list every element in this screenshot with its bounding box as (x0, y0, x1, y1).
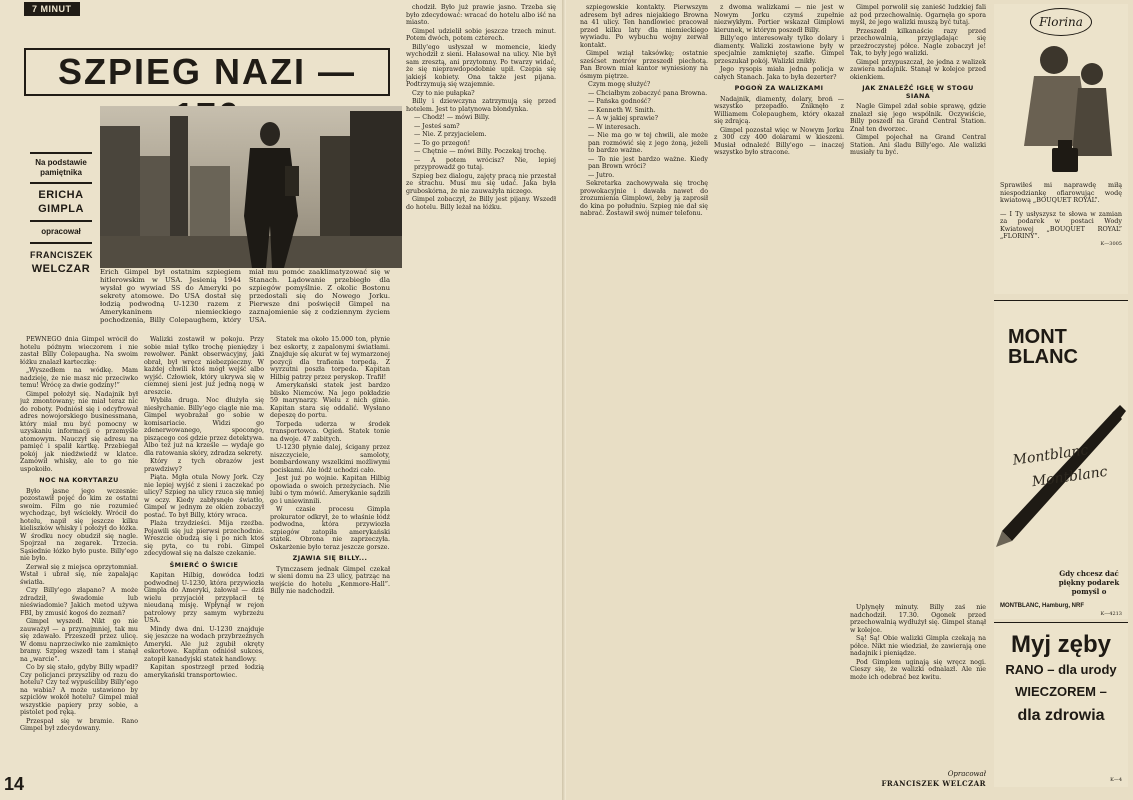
montblanc-code: K—4213 (1100, 611, 1122, 617)
paragraph: chodził. Było już prawie jasno. Trzeba się było zdecydować: wracać do hotelu albo iść na miasto. (406, 4, 556, 26)
credit-basis: Na podstawie pamiętnika (35, 158, 87, 177)
article-lead: Erich Gimpel był ostatnim szpiegiem hitlerowskim w USA. Jesienią 1944 wysłał go wywiad SS do Ameryki po sekrety atomowe. Do USA dostał się łodzią podwodną U-1230 razem z Amerykaninem niemieckiego pochodzenia, Billy Colepaughem, który miał mu pomóc zaaklimatyzować się w Stanach. Lądowanie przebiegło dla szpiegów pomyślnie. Z okolic Bostonu przedostali się do Nowego Jorku. Pierwsze dni poświęcił Gimpel na zaznajomienie się z codziennym życiem USA. (100, 268, 390, 324)
toothpaste-slogan (994, 631, 1128, 729)
footer-label: Opracował (947, 770, 986, 778)
paragraph: Plaża trzydzieści. Mija rzeźba. Pojawili się już pierwsi przechodnie. Wreszcie obudzą się i po nich ktoś się pyta, co tu robi. Gimpel zdecydował się na dalsze czekanie. (144, 520, 264, 557)
paragraph: Jego rysopis miała jedna policja w całych Stanach. Jaka to była dezerter? (714, 66, 844, 81)
paragraph: PEWNEGO dnia Gimpel wrócił do hotelu późnym wieczorem i nie zastał Billy Colepaugha. Na swoim łóżku znalazł karteczkę: (20, 336, 138, 366)
montblanc-script-2: Montblanc (1030, 463, 1109, 491)
florina-illustration (994, 36, 1128, 176)
florina-text: Sprawiłeś mi naprawdę miłą niespodziankę ofiarowując wodę kwiatową „BOUQUET ROYAL”. (1000, 181, 1122, 204)
paragraph: Gimpel porwolił się zanieść ludzkiej fali aż pod przechowalnię. Ogarnęła go spora myśl, że jego walizki muszą być tutaj. (850, 4, 986, 26)
paragraph: Tymczasem jednak Gimpel czekał w sieni domu na 23 ulicy, patrząc na wejście do hotelu „Kenmore-Hall”. Billy nie nadchodził. (270, 565, 390, 595)
paragraph: Gimpel udzielił sobie jeszcze trzech minut. Potem dwóch, potem czterech. (406, 27, 556, 42)
column-right-1 (580, 4, 708, 788)
paragraph: Kapitan spostrzegł przed łodzią amerykański transportowiec. (144, 664, 264, 679)
dialog-line: — Chciałbym zobaczyć pana Browna. (588, 89, 708, 97)
paragraph: Walizki zostawił w pokoju. Przy sobie miał tylko trochę pieniędzy i rewolwer. Pankt obserwacyjny, jaki obrał, był wręcz niebezpieczny. W każdej chwili ktoś mógł wejść albo wyjść. Człowiek, który ukrywa się w ciemnej sieni jest już jedną nogą w areszcie. (144, 336, 264, 396)
subhead: POGOŃ ZA WALIZKAMI (734, 84, 824, 92)
author-credit (30, 152, 92, 276)
paragraph: Statek ma około 15.000 ton, płynie bez eskorty, z zapalonymi światłami. Znajduje się akurat w tej wymarzonej pozycji dla trafienia torpedą. Z wyrzutni poszła torpeda. Kapitan Hilbig patrzy przez peryskop. Trafił! (270, 336, 390, 381)
montblanc-ad (994, 300, 1128, 619)
toothpaste-ad (994, 622, 1128, 787)
paragraph: Amerykański statek jest bardzo blisko Niemców. Na jego pokładzie 59 marynarzy. Wielu z nich ginie. Kapitan stara się oddalić. Wysłano depeszę do portu. (270, 382, 390, 419)
paragraph: Co by się stało, gdyby Billy wpadł? Czy policjanci przyszliby od razu do hotelu? Czy też wypuściliby Billy'ego na wabia? A może ustawiono by szpiclów wokół hotelu? Gimpel miał wszystkie papiery przy sobie, a pistolet pod ręką. (20, 664, 138, 716)
toothpaste-line1: Myj zęby (1010, 631, 1112, 658)
credit-author-last: GIMPLA (38, 203, 84, 215)
subhead: NOC NA KORYTARZU (39, 476, 119, 484)
toothpaste-line2: RANO – dla urody (1005, 662, 1117, 677)
paragraph: Torpeda uderza w środek transportowca. Ogień. Statek tonie na dwoje. 47 zabitych. (270, 420, 390, 443)
dialog-line: Czym mogę służyć? (588, 81, 651, 88)
dialog-line: — Pańska godność? (588, 98, 651, 105)
montblanc-slogan-1: Gdy chcesz dać (1059, 569, 1119, 578)
subhead: ŚMIERĆ O ŚWICIE (169, 560, 239, 569)
paragraph: Gimpel pozostał więc w Nowym Jorku z 300 czy 400 dolarami w kieszeni. Musiał odnaleźć Billy'ego — inaczej wszystko było stracone. (714, 126, 844, 156)
column-left-2 (144, 336, 264, 786)
paragraph: U-1230 płynie dalej, ścigany przez niszczyciele, samoloty, bombardowany wszelkimi możliwymi pociskami. Ale łódź uchodzi cało. (270, 444, 390, 474)
florina-text2: — I Ty usłyszysz te słowa w zamian za podarek w postaci Wody Kwiatowej „BOUQUET ROYAL” „FLORINY”. (1000, 209, 1122, 240)
paragraph: Gimpel położył się. Nadajnik był już zmontowany; nie miał teraz nic do roboty. Podniósł się i odcyfrował adres nowojorskiego businessmana, który miał mu być pomocny w uzyskaniu informacji o przemyśle atomowym. Nauczył się adresu na pamięć i spalił kartkę. Przebiegał pokój jak niedźwiedź w klatce. Zamówił whisky, ale to go nie uspokoiło. (20, 390, 138, 473)
toothpaste-code: K—4 (1110, 777, 1122, 783)
florina-brand: Florina (1039, 15, 1083, 29)
paragraph: Szpieg bez dialogu, zajęty pracą nie przestał ze strachu. Musi mu się udać. Jaka była gruboskórna, że nie zauważyła niczego. (406, 172, 556, 195)
paragraph: Billy i dziewczyna zatrzymują się przed hotelem. Jest to platynowa blondynka. (406, 98, 556, 113)
paragraph: Mindy dwa dni. U-1230 znajduje się jeszcze na wodach przybrzeżnych Ameryki. Ale już zgubił okręty eskortowe. Kapitan odniósł sukces, zatopił kanadyjski statek handlowy. (144, 625, 264, 663)
article-photo (100, 106, 402, 268)
montblanc-footer: MONTBLANC, Hamburg, NRF (1000, 603, 1084, 609)
montblanc-brand (1008, 327, 1078, 367)
dialog-line: — Kenneth W. Smith. (588, 106, 656, 114)
dialog-line: — Chętnie — mówi Billy. Poczekaj trochę. (414, 148, 547, 155)
paragraph: z dwoma walizkami — nie jest w Nowym Jorku czymś zupełnie niezwykłym. Portier wskazał Gimplowi kierunek, w którym poszedł Billy. (714, 4, 844, 34)
montblanc-slogan (1054, 569, 1124, 596)
paragraph: Pod Gimplem uginają się wręcz nogi. Cieszy się, że walizki odnalazł. Ale nie może ich odebrać bez kwitu. (850, 658, 986, 681)
dialog-line: — Jesteś sam? (414, 122, 460, 130)
credit-author-first: ERICHA (38, 189, 84, 201)
paragraph: Są! Są! Obie walizki Gimpla czekają na półce. Nikt nie wiedział, że zawierają one nadajnik i pieniądze. (850, 635, 986, 657)
paragraph: Czy to nie pułapka? (412, 89, 475, 97)
toothpaste-line3: WIECZOREM – (1015, 684, 1107, 699)
paragraph: Wybiła druga. Noc dłużyła się niesłychanie. Billy'ego ciągle nie ma. Gimpel wyobrażał go sobie w komisariacie. Widzi go zdenerwowanego, spocongo, piszącego coś gdzie przez detektywa. Albo też już na krześle — wydaje go dla ratowania skóry, zdradza sekrety. (144, 397, 264, 457)
toothpaste-line4: dla zdrowia (1017, 707, 1105, 724)
section-tag: 7 MINUT (24, 2, 80, 16)
florina-ad (994, 4, 1128, 294)
dialog-line: — To go przegoń! (414, 139, 471, 147)
paragraph: Zerwał się z miejsca oprzytomniał. Wstał i ubrał się, nie zapalając światła. (20, 563, 138, 586)
florina-logo (1030, 8, 1092, 36)
paragraph: W czasie procesu Gimpla prokurator odkrył, że to właśnie łódź podwodna, która przywiozła szpiegów zatopiła amerykański statek. Obrona nie zaprzeczyła. Oskarżenie było teraz jeszcze gorsze. (270, 506, 390, 551)
credit-editor-first: FRANCISZEK (30, 250, 93, 260)
article-title: SZPIEG NAZI — (24, 48, 390, 96)
paragraph: Billy'ego interesowały tylko dolary i diamenty. Walizki zostawione były w specjalnie zamkniętej szafie. Gimpel przeszukał pokój. Walizki znikły. (714, 35, 844, 65)
paragraph: Sekretarka zachowywała się trochę prowokacyjnie i dawała nawet do zrozumienia Gimplowi, żeby ją zaprosił do kina po południu. Szpieg nie dał się nabrać. Zostawił swój numer telefonu. (580, 180, 708, 217)
dialog-line: — Nie ma go w tej chwili, ale może pan rozmówić się z jego żoną, jeżeli to bardzo ważne. (588, 132, 708, 154)
paragraph: Przeszedł kilkanaście razy przed przechowalnią, przyglądając się przeźroczystej półce. Nagle zobaczył je! Tak, to były jego walizki. (850, 27, 986, 57)
paragraph: Było jasne jego wczesnie: pozostawił pojęć do kim ze ostatni swoim. Film go nie rozumieć wychodząc, był wściekły. Wrócił do hotelu, napił się jeszcze kilku kieliszków whisky i położył do łóżka. W środku nocy obudził się nagle. Spojrzał na zegarek. Trzecia. Sąsiednie łóżko było puste. Billy'ego nie było. (20, 487, 138, 562)
column-left-1 (20, 336, 138, 776)
montblanc-slogan-3: pomyśl o (1071, 587, 1107, 596)
paragraph: Jest już po wojnie. Kapitan Hilbig opowiada o swoich przeżyciach. Nie lubi o tym mówić. Amerykanie sądzili go i uniewinnili. (270, 475, 390, 505)
montblanc-slogan-2: piękny podarek (1058, 578, 1120, 587)
paragraph: Który z tych obrazów jest prawdziwy? (144, 458, 264, 473)
paragraph: Nagle Gimpel zdał sobie sprawę, gdzie znalazł się jego wspólnik. Oczywiście, Billy poszedł na Grand Central Station. Znał ten dworzec. (850, 103, 986, 133)
dialog-line: — Chodź! — mówi Billy. (414, 114, 490, 121)
column-right-2 (714, 4, 844, 788)
article-footer (850, 770, 986, 788)
paragraph: Gimpel pojechał na Grand Central Station. Ani śladu Billy'ego. Ale walizki musiały tu być. (850, 134, 986, 156)
column-right-3 (850, 4, 986, 604)
column-left-3 (270, 336, 390, 786)
paragraph: „Wyszedłem na wódkę. Mam nadzieję, że nie masz nic przeciwko temu! Wrócę za dwie godziny!” (20, 367, 138, 389)
subhead: ZJAWIA SIĘ BILLY... (292, 554, 368, 562)
credit-editor-last: WELCZAR (31, 263, 91, 275)
paragraph: Gimpel zobaczył, że Billy jest pijany. Wszedł do hotelu. Billy leżał na łóżku. (406, 196, 556, 211)
paragraph: Gimpel wziął taksówkę; ostatnie sześćset metrów przeszedł piechotą. Pan Brown miał kantor wyniesiony na ósmym piętrze. (580, 50, 708, 80)
paragraph: Piąta. Mgła otula Nowy Jork. Czy nie lepiej wyjść z sieni i zaczekać po ulicy? Szpieg na ulicy rzuca się mniej w oczy. Kiedy zabłysnęło światło, Gimpel w jednym ze okien zobaczył postać. To był Billy, który wraca. (144, 474, 264, 519)
paragraph: Kapitan Hilbig, dowódca łodzi podwodnej U-1230, która przywiozła Gimpla do Ameryki, żałował — dziś wielu przyjaciół przypłacił tę nieudaną misję. Wpłynął w rejon patrolowy przy samym wybrzeżu USA. (144, 572, 264, 624)
subhead: JAK ZNALEŹĆ IGŁĘ W STOGU SIANA (862, 84, 974, 100)
florina-code: K—3005 (1100, 240, 1122, 247)
column-right-4 (850, 604, 986, 784)
dialog-line: — A w jakiej sprawie? (588, 115, 658, 122)
footer-name: FRANCISZEK WELCZAR (881, 779, 986, 788)
dialog-line: — W interesach. (588, 123, 641, 131)
column-left-4 (406, 4, 556, 788)
right-page (566, 0, 1133, 800)
paragraph: szpiegowskie kontakty. Pierwszym adresem był adres niejakiego Browna na 41 ulicy. Ten handlowiec pracował przed kilku laty dla niemieckiego wywiadu. Po wybuchu wojny zerwał kontakt. (580, 4, 708, 49)
page-number: 14 (4, 774, 25, 794)
paragraph: Billy'ego usłyszał w momencie, kiedy wychodził z sieni. Hałasował na ulicy. Nie był sam zresztą, ani przytomny. Po twarzy widać, że się nieprawdopodobnie upił. Czepia się jakiejś kobiety. Ona także jest pijana. Podtrzymują się wzajemnie. (406, 43, 556, 88)
left-page (0, 0, 566, 800)
montblanc-brand-line2: BLANC (1008, 346, 1078, 368)
paragraph: Czy Billy'ego złapano? A może zdradził, śwadomie lub nieświadomie? Jakich metod używa FBI, by zmusić kogoś do zeznań? (20, 587, 138, 617)
paragraph: Przespał się w bramie. Rano Gimpel był zdecydowany. (20, 717, 138, 732)
dialog-line: — Nie. Z przyjacielem. (414, 131, 487, 138)
dialog-line: — A potem wrócisz? Nie, lepiej przyprowadź go tutaj. (414, 156, 556, 171)
paragraph: Gimpel wyszedł. Nikt go nie zauważył — a przynajmniej, tak mu się zdawało. Przeszedł przez ulicę. W domu naprzeciwko nie zamknięto bramy. Szpieg wszedł tam i stanął na „warcie”. (20, 618, 138, 663)
dialog-line: — Jutro. (588, 171, 615, 179)
montblanc-script-1: Montblanc (1011, 442, 1090, 469)
paragraph: Gimpel przypuszczał, że jedna z walizek zawiera nadajnik. Stanął w kolejce przed okienkiem. (850, 58, 986, 81)
credit-edited-by: opracował (41, 227, 81, 236)
dialog-line: — To nie jest bardzo ważne. Kiedy pan Brown wróci? (588, 155, 708, 170)
paragraph: Nadajnik, diamenty, dolary, broń — wszystko przepadło. Zniknęło z Williamem Colepaughem, który okazał się zdrajcą. (714, 95, 844, 125)
montblanc-brand-line1: MONT (1008, 326, 1067, 348)
paragraph: Uplynęły minuty. Billy zaś nie nadchodził. 17.30. Ogonek przed przechowalnią wydłużył się. Gimpel stanął w kolejce. (850, 604, 986, 634)
